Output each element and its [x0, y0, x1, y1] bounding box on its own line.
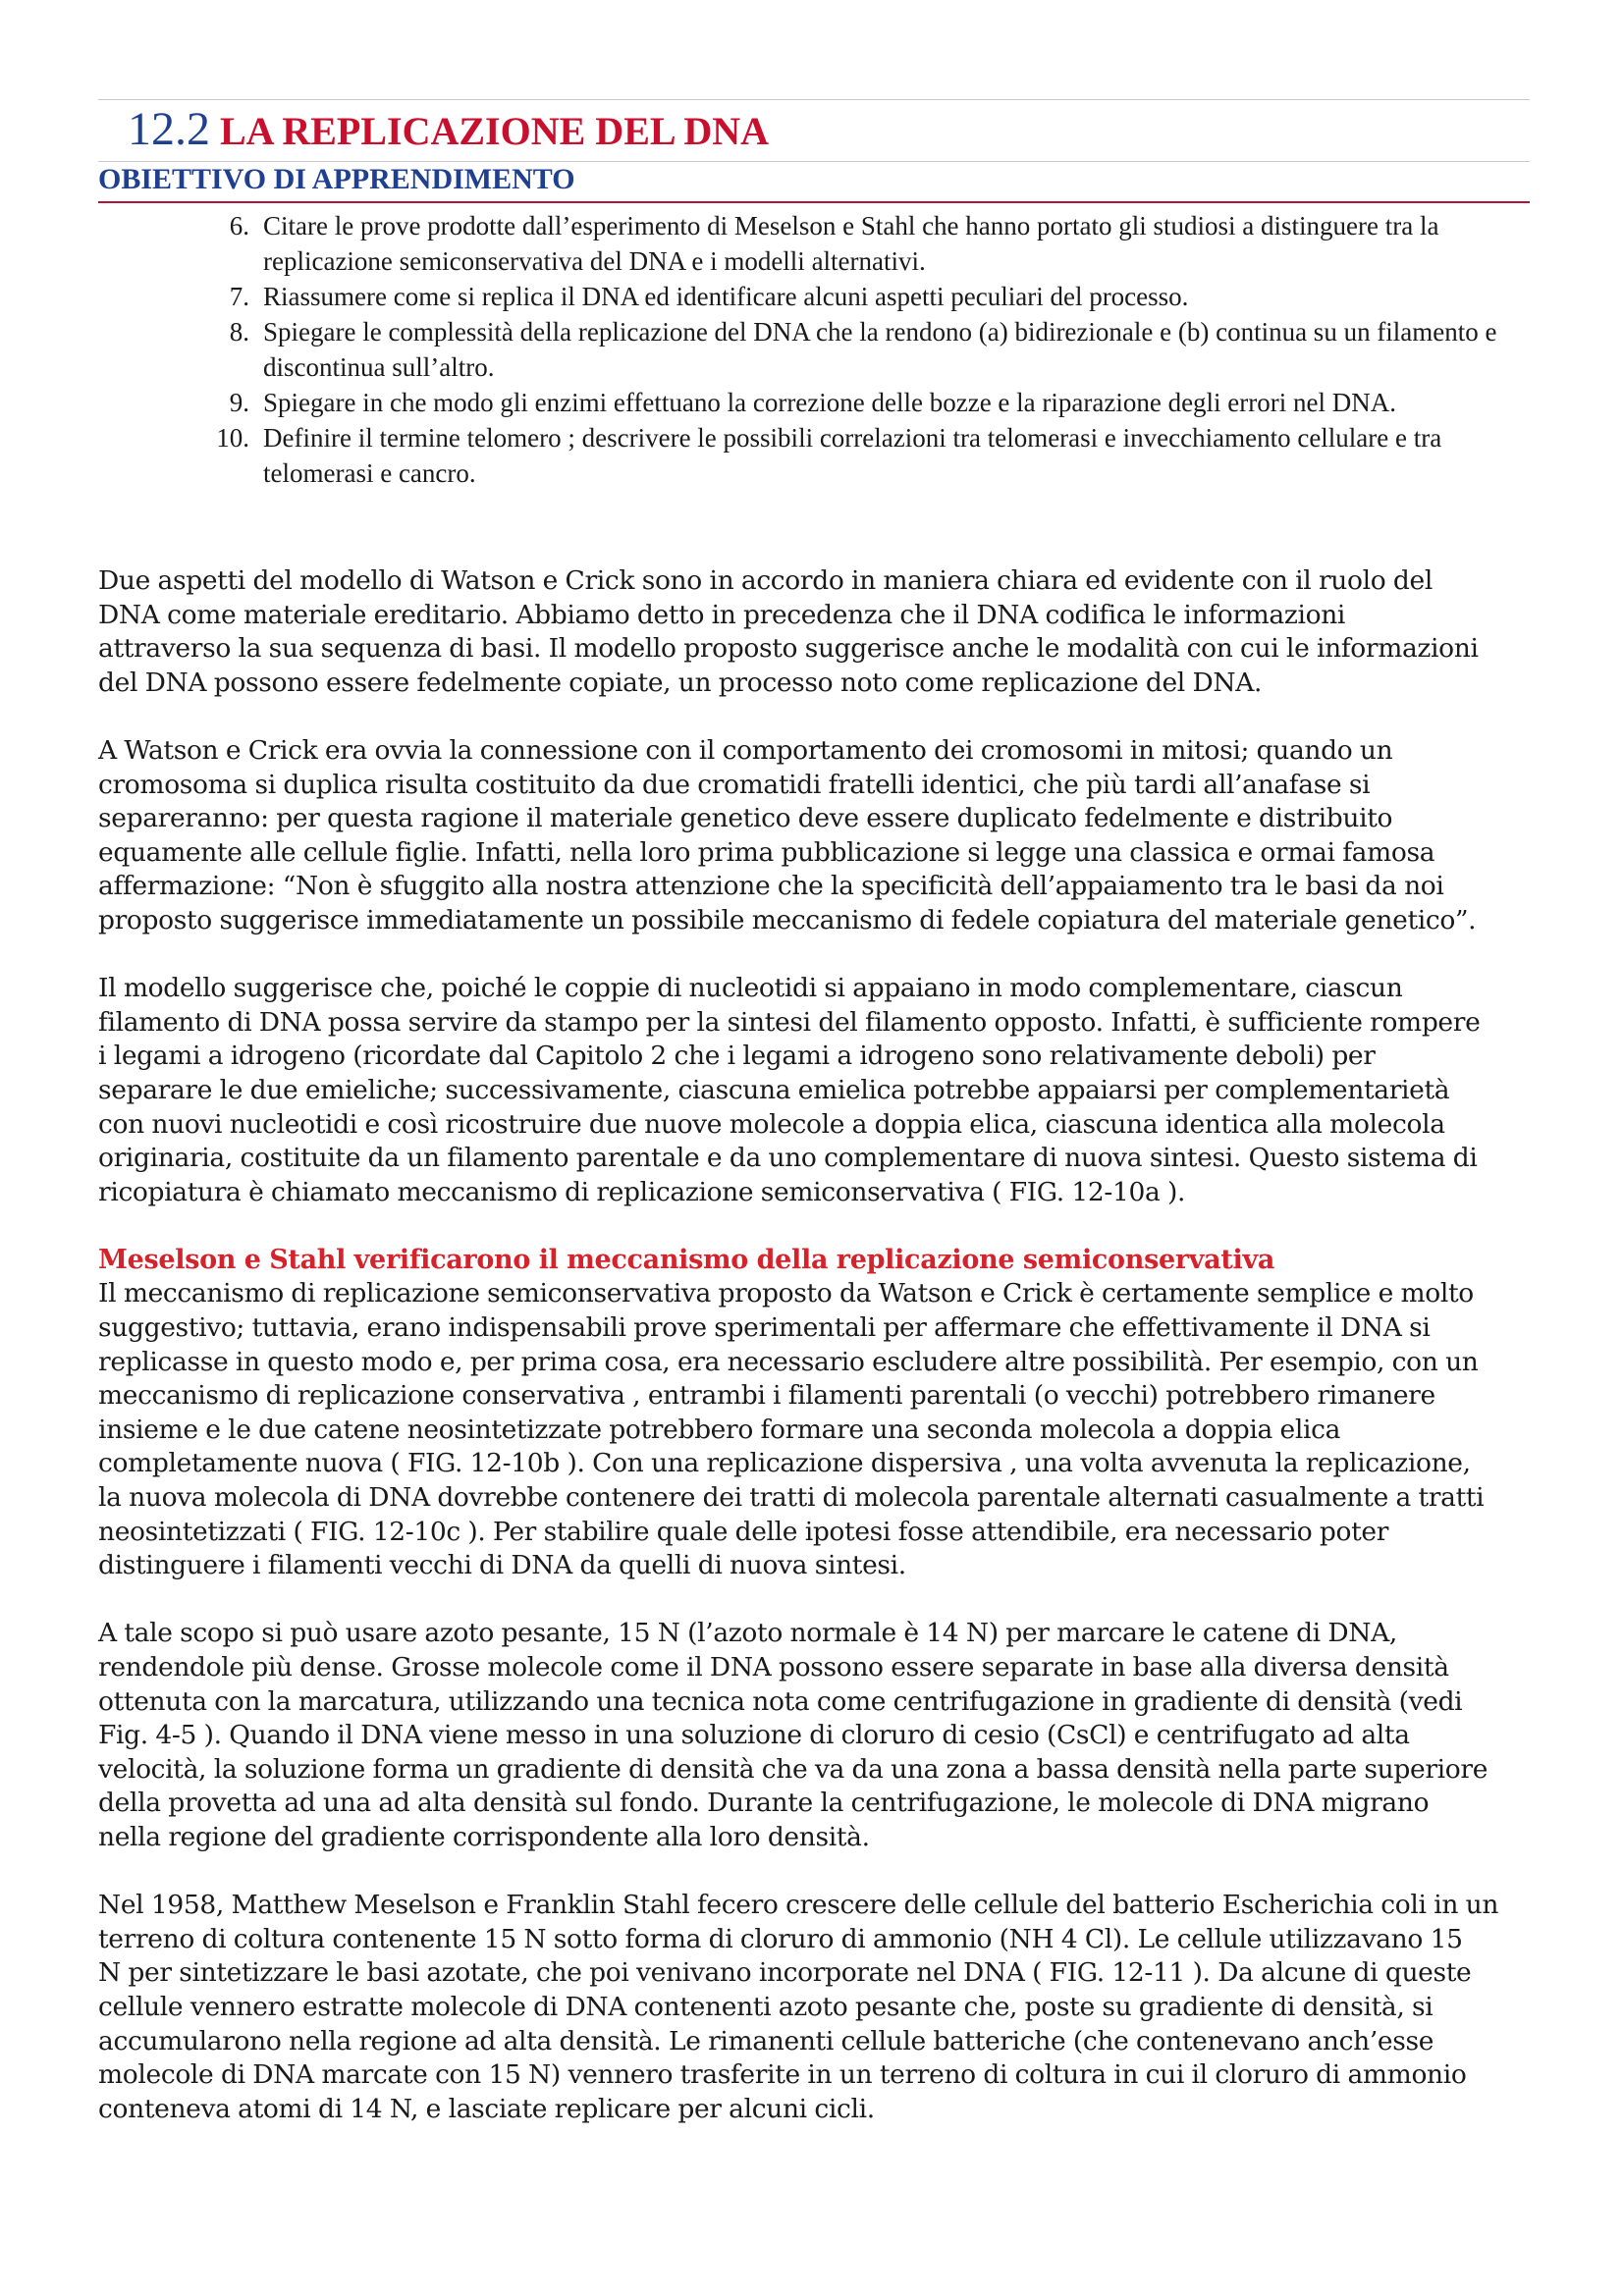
objective-text: Spiegare le complessità della replicazione del DNA che la rendono (a) bidirezionale e (b) continua su un filamento e discontinua sull’altro. [263, 317, 1497, 382]
paragraph: Due aspetti del modello di Watson e Crick sono in accordo in maniera chiara ed evidente con il ruolo del DNA come materiale ereditario. Abbiamo detto in precedenza che il DNA codifica le informazioni attraverso la sua sequenza di basi. Il modello proposto suggerisce anche le modalità con cui le informazioni del DNA possono essere fedelmente copiate, un processo noto come replicazione del DNA. [98, 565, 1479, 698]
objective-number: 7. [229, 282, 249, 311]
section-number: 12.2 [128, 103, 210, 155]
objective-text: Spiegare in che modo gli enzimi effettuano la correzione delle bozze e la riparazione degli errori nel DNA. [263, 388, 1396, 417]
objective-number: 6. [229, 211, 249, 240]
objective-number: 8. [229, 317, 249, 347]
paragraph: A Watson e Crick era ovvia la connessione con il comportamento dei cromosomi in mitosi; quando un cromosoma si duplica risulta costituito da due cromatidi fratelli identici, che più tardi all’anafase si separeranno: per questa ragione il materiale genetico deve essere duplicato fedelmente e distribuito equamente alle cellule figlie. Infatti, nella loro prima pubblicazione si legge una classica e ormai famosa affermazione: “Non è sfuggito alla nostra attenzione che la specificità dell’appaiamento tra le basi da noi proposto suggerisce immediatamente un possibile meccanismo di fedele copiatura del materiale genetico”. [98, 734, 1477, 935]
section-title: LA REPLICAZIONE DEL DNA [220, 109, 770, 153]
objective-text: Citare le prove prodotte dall’esperimento di Meselson e Stahl che hanno portato gli studiosi a distinguere tra la replicazione semiconservativa del DNA e i modelli alternativi. [263, 211, 1439, 276]
paragraph: A tale scopo si può usare azoto pesante, 15 N (l’azoto normale è 14 N) per marcare le catene di DNA, rendendole più dense. Grosse molecole come il DNA possono essere separate in base alla diversa densità ottenuta con la marcatura, utilizzando una tecnica nota come centrifugazione in gradiente di densità (vedi Fig. 4-5 ). Quando il DNA viene messo in una soluzione di cloruro di cesio (CsCl) e centrifugato ad alta velocità, la soluzione forma un gradiente di densità che va da una zona a bassa densità nella parte superiore della provetta ad una ad alta densità sul fondo. Durante la centrifugazione, le molecole di DNA migrano nella regione del gradiente corrispondente alla loro densità. [98, 1618, 1488, 1852]
objective-item [147, 314, 1530, 385]
objective-number: 10. [216, 423, 249, 453]
paragraph: Il modello suggerisce che, poiché le coppie di nucleotidi si appaiano in modo complementare, ciascun filamento di DNA possa servire da stampo per la sintesi del filamento opposto. Infatti, è sufficiente rompere i legami a idrogeno (ricordate dal Capitolo 2 che i legami a idrogeno sono relativamente deboli) per separare le due emieliche; successivamente, ciascuna emielica potrebbe appaiarsi per complementarietà con nuovi nucleotidi e così ricostruire due nuove molecole a doppia elica, ciascuna identica alla molecola originaria, costituite da un filamento parentale e da uno complementare di nuova sintesi. Questo sistema di ricopiatura è chiamato meccanismo di replicazione semiconservativa ( FIG. 12-10a ). [98, 973, 1481, 1207]
objectives-list [147, 208, 1530, 491]
objective-item [147, 279, 1530, 314]
objective-text: Riassumere come si replica il DNA ed identificare alcuni aspetti peculiari del processo. [263, 282, 1189, 311]
objective-item [147, 420, 1530, 491]
objective-item [147, 385, 1530, 420]
section-heading [128, 102, 769, 156]
objective-divider [98, 201, 1530, 203]
objective-number: 9. [229, 388, 249, 417]
learning-objective-label: OBIETTIVO DI APPRENDIMENTO [98, 163, 575, 195]
top-divider [98, 99, 1530, 100]
subsection-heading: Meselson e Stahl verificarono il meccanismo della replicazione semiconservativa [98, 1244, 1275, 1275]
objective-item [147, 208, 1530, 279]
objective-text: Definire il termine telomero ; descrivere le possibili correlazioni tra telomerasi e invecchiamento cellulare e tra telomerasi e cancro. [263, 423, 1442, 488]
paragraph: Nel 1958, Matthew Meselson e Franklin Stahl fecero crescere delle cellule del batterio Escherichia coli in un terreno di coltura contenente 15 N sotto forma di cloruro di ammonio (NH 4 Cl). Le cellule utilizzavano 15 N per sintetizzare le basi azotate, che poi venivano incorporate nel DNA ( FIG. 12-11 ). Da alcune di queste cellule vennero estratte molecole di DNA contenenti azoto pesante che, poste su gradiente di densità, si accumularono nella regione ad alta densità. Le rimanenti cellule batteriche (che contenevano anch’esse molecole di DNA marcate con 15 N) vennero trasferite in un terreno di coltura in cui il cloruro di ammonio conteneva atomi di 14 N, e lasciate replicare per alcuni cicli. [98, 1890, 1499, 2124]
body-text [98, 564, 1532, 2161]
heading-divider [98, 161, 1530, 162]
paragraph: Il meccanismo di replicazione semiconservativa proposto da Watson e Crick è certamente semplice e molto suggestivo; tuttavia, erano indispensabili prove sperimentali per affermare che effettivamente il DNA si replicasse in questo modo e, per prima cosa, era necessario escludere altre possibilità. Per esempio, con un meccanismo di replicazione conservativa , entrambi i filamenti parentali (o vecchi) potrebbero rimanere insieme e le due catene neosintetizzate potrebbero formare una seconda molecola a doppia elica completamente nuova ( FIG. 12-10b ). Con una replicazione dispersiva , una volta avvenuta la replicazione, la nuova molecola di DNA dovrebbe contenere dei tratti di molecola parentale alternati casualmente a tratti neosintetizzati ( FIG. 12-10c ). Per stabilire quale delle ipotesi fosse attendibile, era necessario poter distinguere i filamenti vecchi di DNA da quelli di nuova sintesi. [98, 1278, 1485, 1581]
